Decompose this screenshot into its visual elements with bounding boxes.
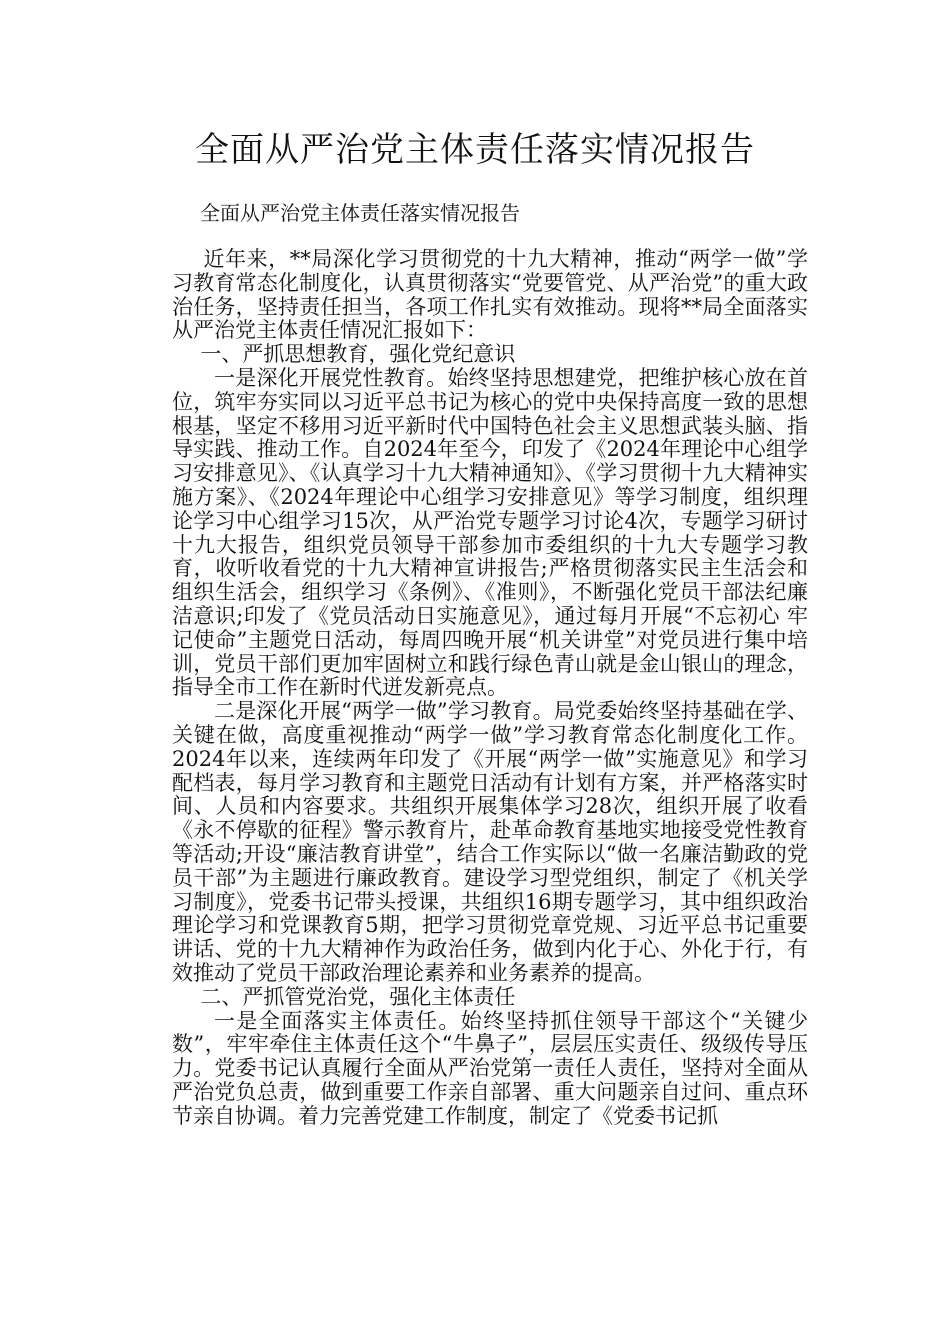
body-paragraph: 二是深化开展“两学一做”学习教育。局党委始终坚持基础在学、关键在做，高度重视推动“两学一做”学习教育常态化制度化工作。2024年以来，连续两年印发了《开展“两学一做”实施意见》和学习配档表，每月学习教育和主题党日活动有计划有方案，并严格落实时间、人员和内容要求。共组织开展集体学习28次，组织开展了收看《永不停歇的征程》警示教育片，赴革命教育基地实地接受党性教育等活动;开设“廉洁教育讲堂”，结合工作实际以“做一名廉洁勤政的党员干部”为主题进行廉政教育。建设学习型党组织，制定了《机关学习制度》，党委书记带头授课，共组织16期专题学习，其中组织政治理论学习和党课教育5期，把学习贯彻党章党规、习近平总书记重要讲话、党的十九大精神作为政治任务，做到内化于心、外化于行，有效推动了党员干部政治理论素养和业务素养的提高。	[172, 699, 808, 985]
section-heading-2: 二、严抓管党治党，强化主体责任	[200, 984, 516, 1009]
document-subtitle: 全面从严治党主体责任落实情况报告	[200, 201, 520, 225]
body-paragraph: 一是全面落实主体责任。始终坚持抓住领导干部这个“关键少数”，牢牢牵住主体责任这个“牛鼻子”，层层压实责任、级级传导压力。党委书记认真履行全面从严治党第一责任人责任，坚持对全面从严治党负总责，做到重要工作亲自部署、重大问题亲自过问、重点环节亲自协调。着力完善党建工作制度，制定了《党委书记抓	[172, 1008, 808, 1128]
document-body	[172, 248, 808, 1128]
body-paragraph: 一是深化开展党性教育。始终坚持思想建党，把维护核心放在首位，筑牢夯实同以习近平总书记为核心的党中央保持高度一致的思想根基，坚定不移用习近平新时代中国特色社会主义思想武装头脑、指导实践、推动工作。自2024年至今，印发了《2024年理论中心组学习安排意见》、《认真学习十九大精神通知》、《学习贯彻十九大精神实施方案》、《2024年理论中心组学习安排意见》等学习制度，组织理论学习中心组学习15次，从严治党专题学习讨论4次，专题学习研讨十九大报告，组织党员领导干部参加市委组织的十九大专题学习教育，收听收看党的十九大精神宣讲报告;严格贯彻落实民主生活会和组织生活会，组织学习《条例》、《准则》，不断强化党员干部法纪廉洁意识;印发了《党员活动日实施意见》，通过每月开展“不忘初心 牢记使命”主题党日活动，每周四晚开展“机关讲堂”对党员进行集中培训，党员干部们更加牢固树立和践行绿色青山就是金山银山的理念，指导全市工作在新时代迸发新亮点。	[172, 365, 808, 700]
intro-paragraph: 近年来，**局深化学习贯彻党的十九大精神，推动“两学一做”学习教育常态化制度化，认真贯彻落实“党要管党、从严治党”的重大政治任务，坚持责任担当，各项工作扎实有效推动。现将**局全面落实从严治党主体责任情况汇报如下：	[172, 247, 808, 343]
section-heading-1: 一、严抓思想教育，强化党纪意识	[200, 342, 516, 367]
document-title: 全面从严治党主体责任落实情况报告	[195, 130, 755, 170]
